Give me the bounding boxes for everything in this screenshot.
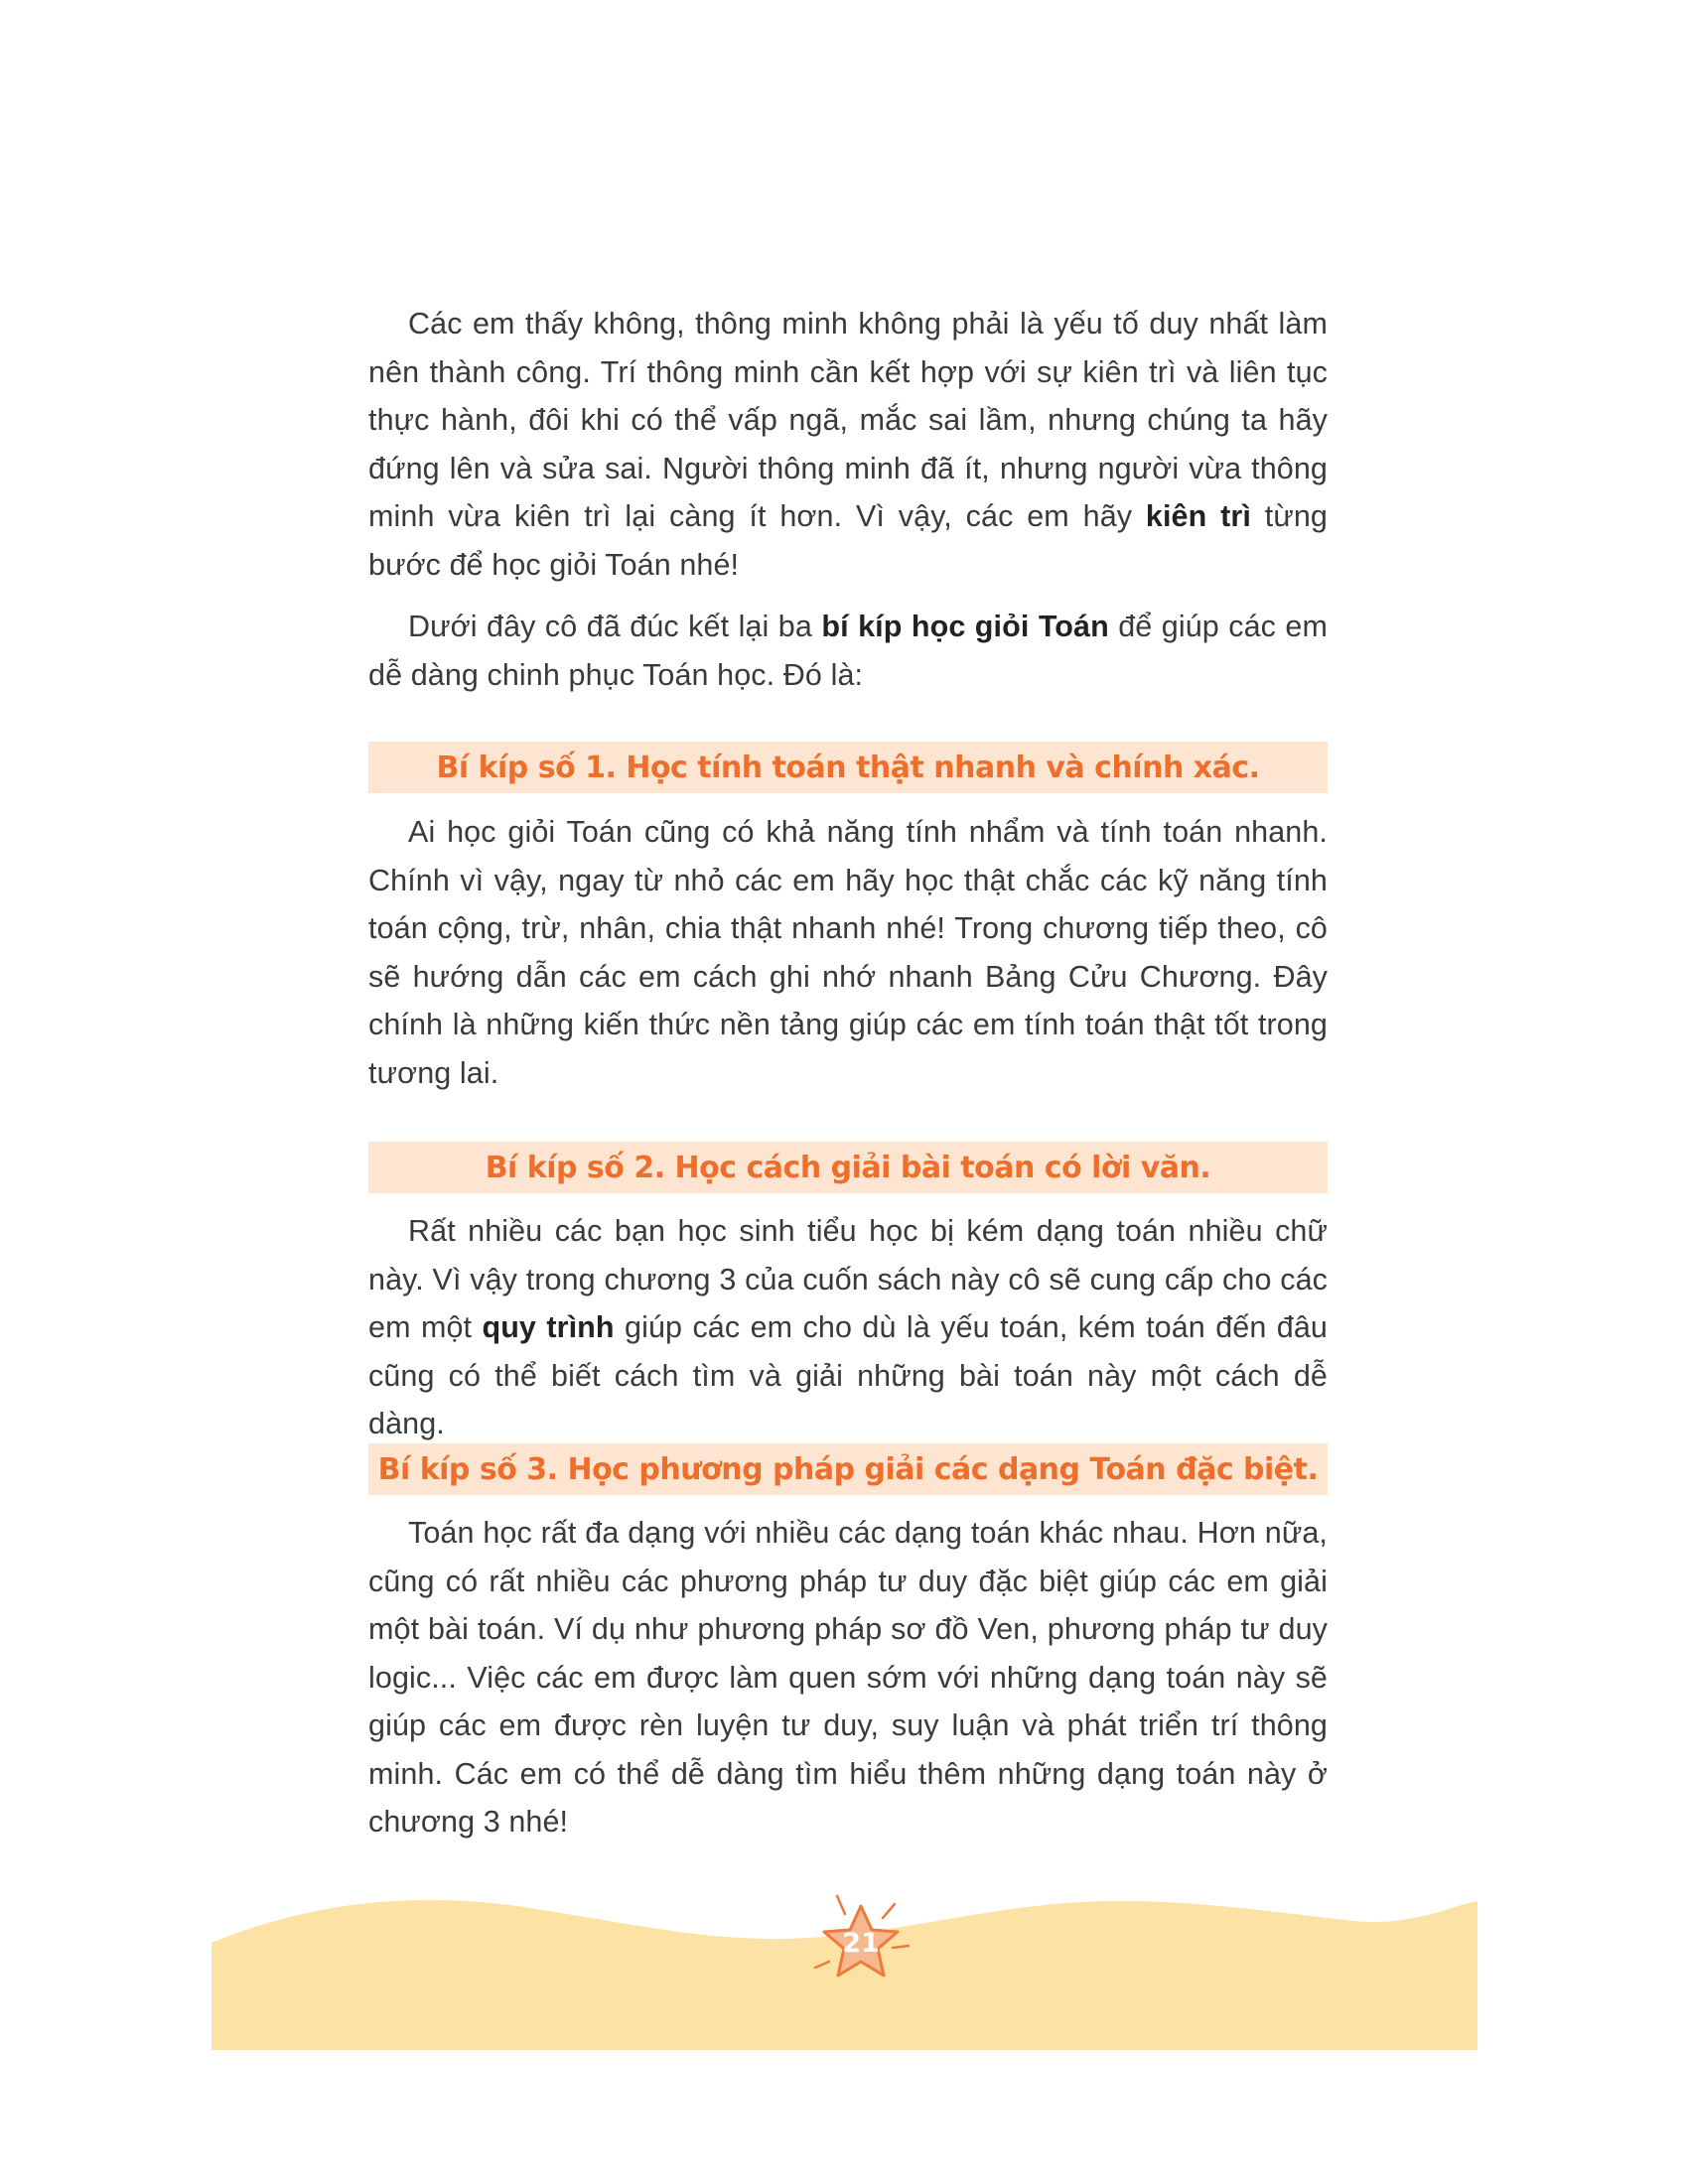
intro-paragraph-2 (368, 603, 1328, 699)
intro-p2-text-end: để giúp các em dễ dàng chinh phục Toán học. Đó là: (368, 610, 1328, 692)
section-2-heading-band (368, 1142, 1328, 1193)
section-1-paragraph: Ai học giỏi Toán cũng có khả năng tính nhẩm và tính toán nhanh. Chính vì vậy, ngay từ nhỏ các em hãy học thật chắc các kỹ năng tính toán cộng, trừ, nhân, chia thật nhanh nhé! Trong chương tiếp theo, cô sẽ hướng dẫn các em cách ghi nhớ nhanh Bảng Cửu Chương. Đây chính là những kiến thức nền tảng giúp các em tính toán thật tốt trong tương lai. (368, 815, 1328, 1090)
section-1-heading-band (368, 742, 1328, 793)
section-2-heading: Bí kíp số 2. Học cách giải bài toán có lời văn. (485, 1150, 1211, 1185)
intro-p1-text-end: từng bước để học giỏi Toán nhé! (368, 499, 1328, 582)
intro-p1-text: Các em thấy không, thông minh không phải là yếu tố duy nhất làm nên thành công. Trí thông minh cần kết hợp với sự kiên trì và liên tục thực hành, đôi khi có thể vấp ngã, mắc sai lầm, nhưng chúng ta hãy đứng lên và sửa sai. Người thông minh đã ít, nhưng người vừa thông minh vừa kiên trì lại càng ít hơn. Vì vậy, các em hãy (368, 307, 1328, 533)
intro-p1-bold: kiên trì (1145, 499, 1251, 533)
intro-paragraph-1-block (368, 300, 1328, 589)
section-2-text: Rất nhiều các bạn học sinh tiểu học bị kém dạng toán nhiều chữ này. Vì vậy trong chương 3 của cuốn sách này cô sẽ cung cấp cho các em một (368, 1214, 1328, 1344)
intro-paragraph-1 (368, 300, 1328, 589)
section-2-text-end: giúp các em cho dù là yếu toán, kém toán đến đâu cũng có thể biết cách tìm và giải những bài toán này một cách dễ dàng. (368, 1310, 1328, 1440)
section-2-body (368, 1207, 1328, 1448)
intro-p2-text: Dưới đây cô đã đúc kết lại ba (408, 610, 822, 643)
section-2-paragraph (368, 1207, 1328, 1448)
intro-paragraph-2-block (368, 603, 1328, 699)
section-3-body (368, 1509, 1328, 1846)
section-2-bold: quy trình (482, 1310, 615, 1344)
page-number: 21 (842, 1928, 880, 1959)
section-1-heading: Bí kíp số 1. Học tính toán thật nhanh và chính xác. (436, 750, 1260, 785)
section-3-heading: Bí kíp số 3. Học phương pháp giải các dạng Toán đặc biệt. (377, 1451, 1319, 1487)
section-1-body (368, 808, 1328, 1097)
page-number-badge (809, 1892, 913, 2001)
section-3-heading-band (368, 1443, 1328, 1495)
intro-p2-bold: bí kíp học giỏi Toán (821, 610, 1109, 643)
section-3-paragraph: Toán học rất đa dạng với nhiều các dạng toán khác nhau. Hơn nữa, cũng có rất nhiều các phương pháp tư duy đặc biệt giúp các em giải một bài toán. Ví dụ như phương pháp sơ đồ Ven, phương pháp tư duy logic... Việc các em được làm quen sớm với những dạng toán này sẽ giúp các em được rèn luyện tư duy, suy luận và phát triển trí thông minh. Các em có thể dễ dàng tìm hiểu thêm những dạng toán này ở chương 3 nhé! (368, 1516, 1328, 1839)
